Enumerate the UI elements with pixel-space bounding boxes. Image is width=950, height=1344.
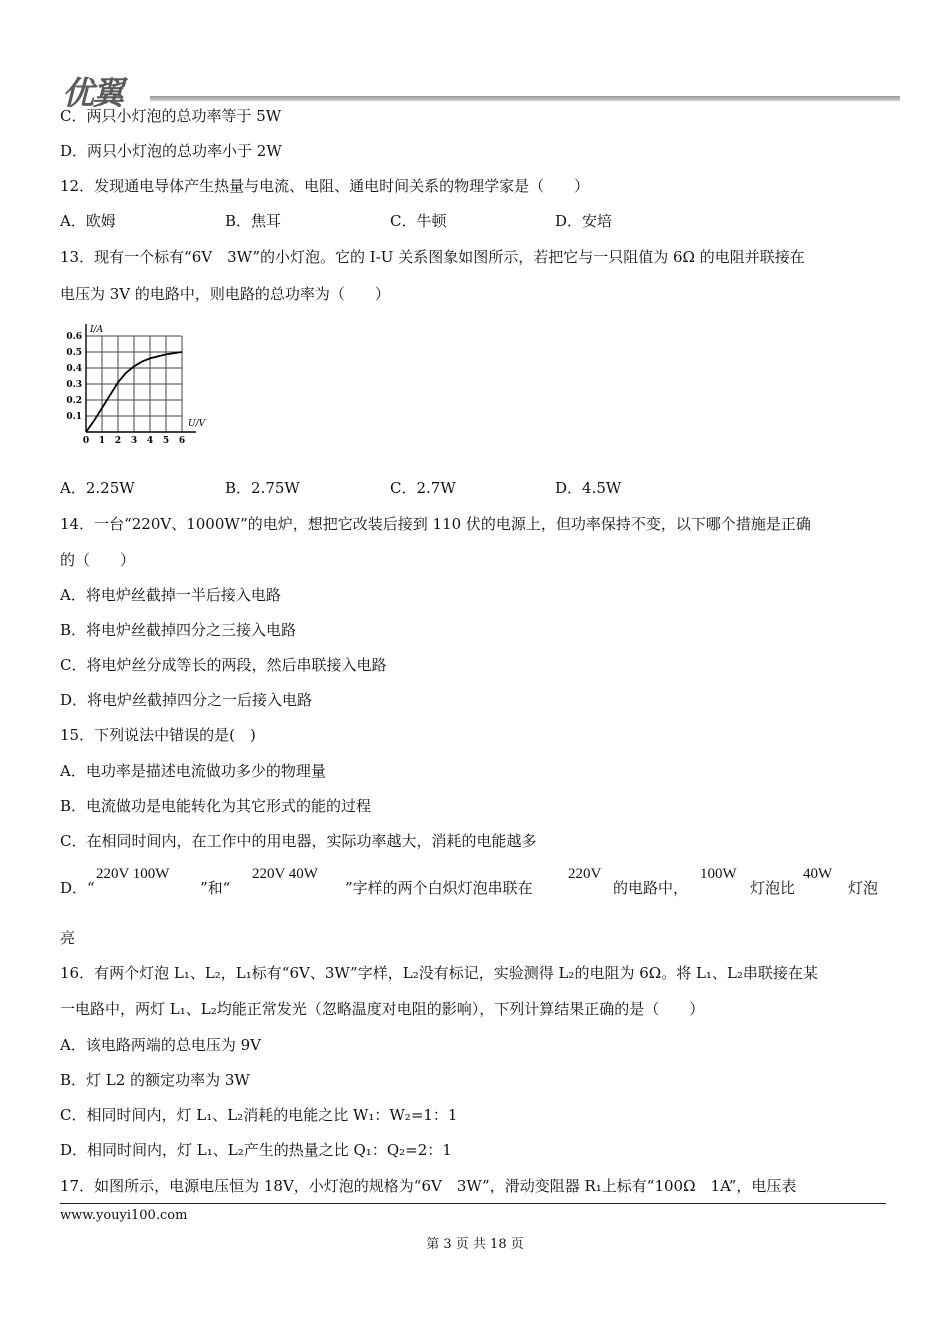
q15-option-c: C．在相同时间内，在工作中的用电器，实际功率越大，消耗的电能越多 (60, 832, 537, 850)
y-tick-label: 0.6 (66, 332, 82, 342)
q11-option-c: C．两只小灯泡的总功率等于 5W (60, 107, 282, 125)
q14-stem-line1: 14．一台“220V、1000W”的电炉，想把它改装后接到 110 伏的电源上，但功率保持不变，以下哪个措施是正确 (60, 515, 811, 533)
q15d-part5: 灯泡 (848, 879, 879, 897)
q13-option-a: A．2.25W (60, 479, 135, 497)
x-tick-label: 2 (114, 436, 122, 446)
q12-option-c: C．牛顿 (390, 212, 447, 230)
q14-option-c: C．将电炉丝分成等长的两段，然后串联接入电路 (60, 656, 387, 674)
y-tick-label: 0.1 (66, 412, 82, 422)
x-tick-label: 1 (98, 436, 106, 446)
q15-option-b: B．电流做功是电能转化为其它形式的能的过程 (60, 797, 372, 815)
x-axis-label: U/V (188, 419, 206, 429)
x-tick-label: 3 (130, 436, 138, 446)
q15d-part4: 灯泡比 (750, 879, 796, 897)
q15-option-d-cont: 亮 (60, 929, 76, 947)
q16-option-d: D．相同时间内，灯 L₁、L₂产生的热量之比 Q₁：Q₂=2：1 (60, 1141, 452, 1159)
q13-options (60, 478, 860, 498)
q12-option-a: A．欧姆 (60, 212, 116, 230)
q17-stem: 17．如图所示，电源电压恒为 18V，小灯泡的规格为“6V 3W”，滑动变阻器 R₁上标有“100Ω 1A”，电压表 (60, 1177, 797, 1195)
header-rule (150, 96, 900, 101)
footer-url: www.youyi100.com (60, 1208, 188, 1223)
q12-options (60, 211, 860, 231)
q15-option-d (60, 866, 890, 898)
q15d-raised-5: 40W (803, 866, 833, 882)
q15d-part3: 的电路中， (613, 879, 689, 897)
q15d-raised-1: 220V 100W (96, 866, 170, 882)
q12-stem: 12．发现通电导体产生热量与电流、电阻、通电时间关系的物理学家是（ ） (60, 177, 590, 195)
x-tick-label: 5 (162, 436, 170, 446)
q12-option-b: B．焦耳 (225, 212, 282, 230)
q13-option-b: B．2.75W (225, 479, 300, 497)
q14-option-a: A．将电炉丝截掉一半后接入电路 (60, 586, 281, 604)
q15d-part1: ”和“ (200, 879, 231, 897)
q16-stem-line2: 一电路中，两灯 L₁、L₂均能正常发光（忽略温度对电阻的影响），下列计算结果正确的是（ ） (60, 1000, 705, 1018)
q14-option-d: D．将电炉丝截掉四分之一后接入电路 (60, 691, 313, 709)
q13-stem-line1: 13．现有一个标有“6V 3W”的小灯泡。它的 I-U 关系图象如图所示，若把它与一只阻值为 6Ω 的电阻并联接在 (60, 248, 805, 266)
q13-option-c: C．2.7W (390, 479, 456, 497)
q13-stem-line2: 电压为 3V 的电路中，则电路的总功率为（ ） (60, 285, 390, 303)
iu-chart (60, 322, 220, 447)
q15d-raised-4: 100W (700, 866, 737, 882)
q15d-raised-3: 220V (568, 866, 602, 882)
x-tick-label: 4 (146, 436, 154, 446)
x-tick-label: 6 (178, 436, 186, 446)
q15-stem: 15．下列说法中错误的是( ) (60, 726, 256, 744)
logo: 优翼 (62, 74, 123, 112)
y-tick-label: 0.5 (66, 348, 82, 358)
q12-option-d: D．安培 (555, 212, 613, 230)
y-axis-label: I/A (90, 325, 104, 335)
y-tick-label: 0.4 (66, 364, 82, 374)
q14-option-b: B．将电炉丝截掉四分之三接入电路 (60, 621, 297, 639)
q16-stem-line1: 16．有两个灯泡 L₁、L₂，L₁标有“6V、3W”字样，L₂没有标记，实验测得 L₂的电阻为 6Ω。将 L₁、L₂串联接在某 (60, 964, 818, 982)
q15-option-a: A．电功率是描述电流做功多少的物理量 (60, 762, 326, 780)
q11-option-d: D．两只小灯泡的总功率小于 2W (60, 142, 282, 160)
q16-option-a: A．该电路两端的总电压为 9V (60, 1036, 261, 1054)
q15d-part2: ”字样的两个白炽灯泡串联在 (345, 879, 533, 897)
y-tick-label: 0.3 (66, 380, 82, 390)
x-tick-label: 0 (82, 436, 90, 446)
page-number: 第 3 页 共 18 页 (426, 1237, 524, 1252)
q16-option-c: C．相同时间内，灯 L₁、L₂消耗的电能之比 W₁：W₂=1：1 (60, 1106, 458, 1124)
y-tick-label: 0.2 (66, 396, 82, 406)
q16-option-b: B．灯 L2 的额定功率为 3W (60, 1071, 250, 1089)
q15d-raised-2: 220V 40W (252, 866, 318, 882)
q13-option-d: D．4.5W (555, 479, 622, 497)
footer-rule (60, 1203, 886, 1204)
q15d-prefix: D．“ (60, 879, 95, 897)
q14-stem-line2: 的（ ） (60, 551, 136, 569)
